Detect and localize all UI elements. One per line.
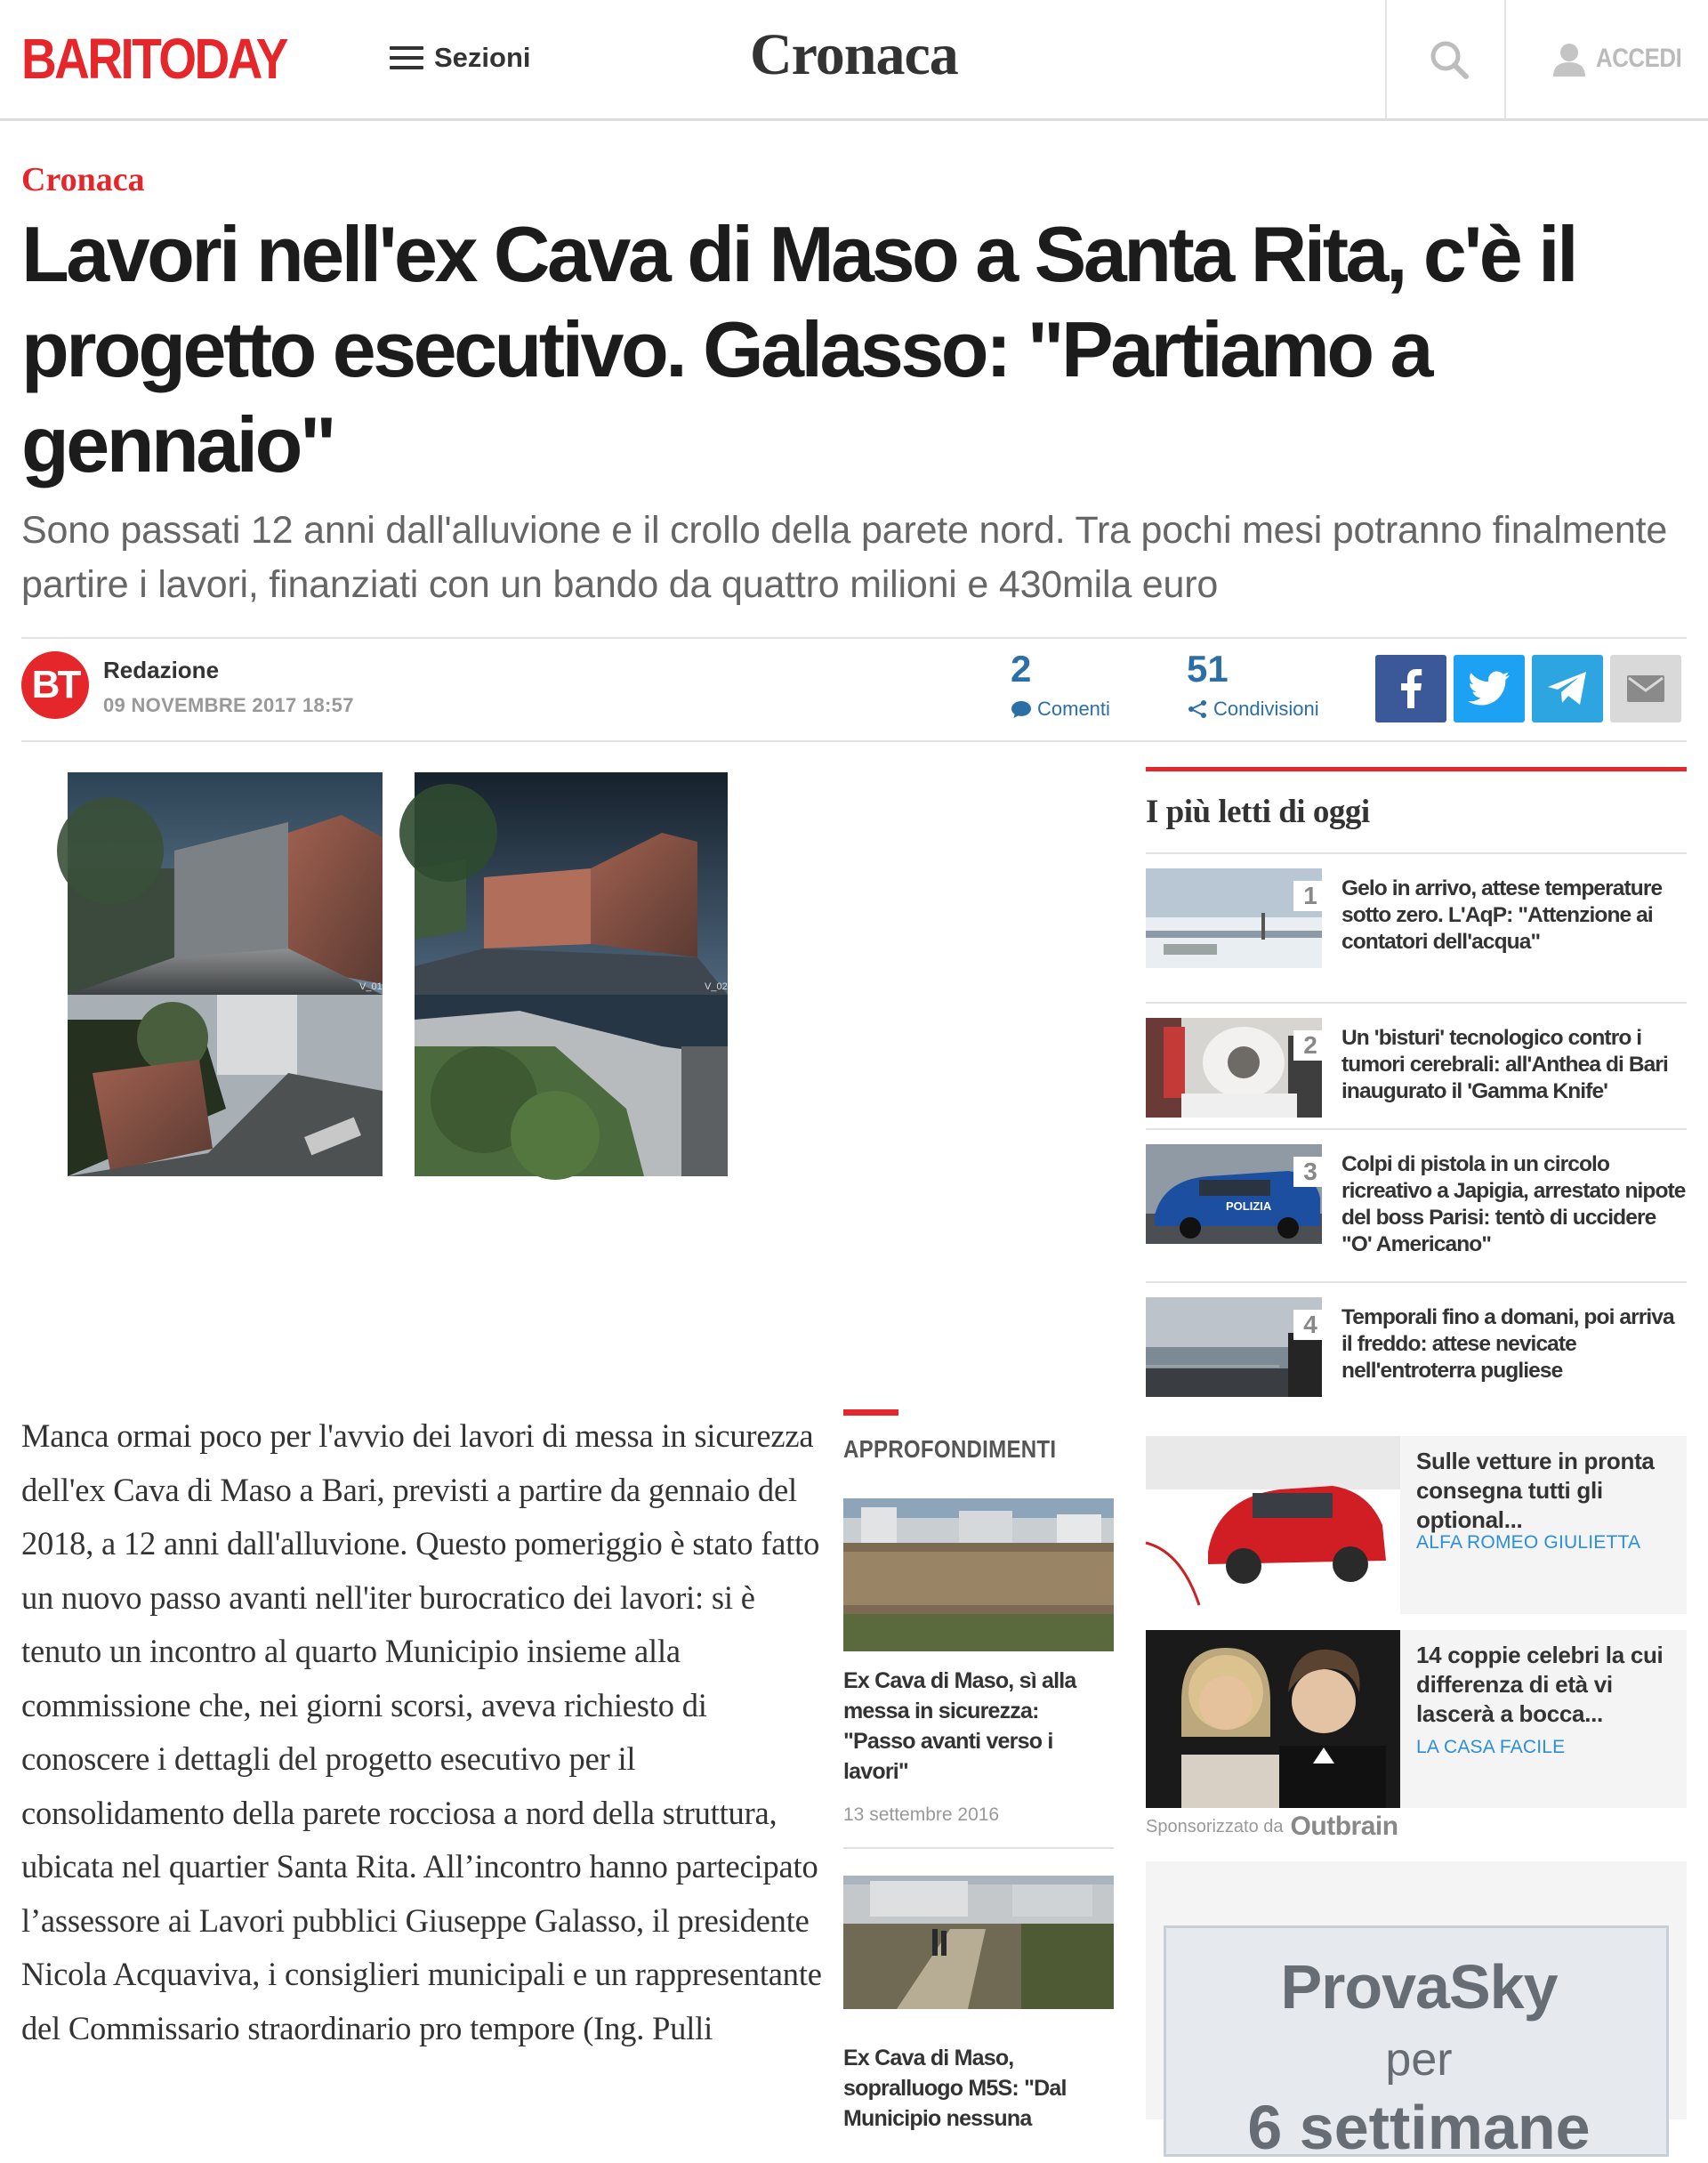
shares-count: 51 [1187,648,1229,690]
sponsored-item-1[interactable] [1146,1436,1687,1614]
rendering-v02-bottom [415,995,728,1180]
sections-menu-label: Sezioni [434,42,531,73]
facebook-icon [1399,669,1422,708]
article-title: Lavori nell'ex Cava di Maso a Santa Rita, c'è il progetto esecutivo. Galasso: "Partiamo a gennaio" [21,210,1576,488]
most-read-accent-bar [1146,767,1687,771]
email-share-button[interactable] [1610,655,1681,722]
login-label: ACCEDI [1596,44,1682,73]
related-article-1-image[interactable] [843,1498,1114,1651]
most-read-divider [1146,852,1687,854]
related-article-2-title[interactable]: Ex Cava di Maso, sopralluogo M5S: "Dal Municipio nessuna [843,2046,1067,2131]
search-icon[interactable] [1429,39,1470,80]
hamburger-icon [390,46,423,69]
article-meta-bar [21,637,1687,742]
most-read-divider [1146,1002,1687,1004]
related-article-2-image[interactable] [843,1876,1114,2029]
related-divider [843,1847,1114,1849]
sponsored-item-1-image[interactable] [1146,1436,1400,1614]
sponsored-item-2[interactable] [1146,1630,1687,1808]
related-articles [843,1409,1114,2131]
related-heading: APPROFONDIMENTI [843,1435,1057,1463]
rendering-v01-bottom [68,995,383,1176]
logo-today: TODAY [132,27,286,91]
related-article-2[interactable] [843,1876,1114,2134]
ad-headline: ProvaSky [1280,1952,1558,2022]
most-read-item-4-title[interactable]: Temporali fino a domani, poi arriva il freddo: attese nevicate nell'entroterra pugliese [1341,1305,1674,1383]
comments-label: Comenti [1037,698,1110,720]
most-read-rank-4: 4 [1293,1310,1327,1340]
sponsored-item-2-source[interactable]: LA CASA FACILE [1416,1737,1566,1757]
email-icon [1627,675,1664,702]
article-body: Manca ormai poco per l'avvio dei lavori di messa in sicurezza dell'ex Cava di Maso a Bari, previsti a partire da gennaio del 2018, a 12 anni dall'alluvione. Questo pomeriggio è stato fatto un nuovo passo avanti nell'iter burocratico dei lavori: si è tenuto un incontro al quarto Municipio insieme alla commissione che, nei giorni scorsi, aveva richiesto di conoscere i dettagli del progetto esecutivo per il consolidamento della parete rocciosa a nord della struttura, ubicata nel quartier Santa Rita. All’incontro hanno partecipato l’assessore ai Lavori pubblici Giuseppe Galasso, il presidente Nicola Acquaviva, i consiglieri municipali e un rappresentante del Commissario straordinario pro tempore (Ing. Pulli [21,1417,822,2046]
header-divider [1385,0,1387,118]
telegram-share-button[interactable] [1532,655,1603,722]
related-article-1-date: 13 settembre 2016 [843,1804,1000,1825]
article-subtitle: Sono passati 12 anni dall'alluvione e il crollo della parete nord. Tra pochi mesi potranno finalmente partire i lavori, finanziati con un bando da quattro milioni e 430mila euro [21,509,1668,606]
most-read-widget [1146,767,1687,1383]
twitter-icon [1468,671,1511,706]
ad-subline: per [1385,2034,1453,2086]
login-button[interactable] [1551,39,1696,78]
most-read-item-2-title[interactable]: Un 'bisturi' tecnologico contro i tumori cerebrali: all'Anthea di Bari inaugurato il 'Gamma Knife' [1341,1026,1668,1103]
publish-date: 09 NOVEMBRE 2017 18:57 [103,694,354,716]
telegram-icon [1547,671,1588,706]
logo-bari: BARI [21,27,133,91]
header-divider [1504,0,1506,118]
sponsored-item-1-title[interactable]: Sulle vetture in pronta consegna tutti gli optional... [1416,1448,1655,1533]
comments-count: 2 [1011,648,1032,690]
author-name[interactable]: Redazione [103,657,220,683]
sponsored-item-1-source[interactable]: ALFA ROMEO GIULIETTA [1416,1532,1641,1553]
advertisement-slot [1146,1861,1687,2162]
most-read-heading: I più letti di oggi [1146,794,1370,830]
sponsored-by[interactable] [1146,1812,1398,1842]
related-accent-bar [843,1409,898,1416]
most-read-item-3[interactable] [1146,1144,1687,1256]
sections-menu-button[interactable] [390,39,531,77]
related-article-1-title[interactable]: Ex Cava di Maso, sì alla messa in sicurezza: "Passo avanti verso i lavori" [843,1668,1076,1784]
most-read-item-2[interactable] [1146,1018,1687,1119]
most-read-rank-2: 2 [1293,1030,1327,1061]
most-read-divider [1146,1281,1687,1283]
sponsored-item-2-title[interactable]: 14 coppie celebri la cui differenza di età vi lascerà a bocca... [1416,1642,1664,1727]
article-kicker[interactable]: Cronaca [21,161,145,198]
rendering-v01-top [57,772,383,995]
rendering-label-v02: V_02 [705,981,728,992]
ad-offer: 6 settimane [1247,2093,1591,2162]
rendering-label-v01: V_01 [359,981,383,992]
site-header [0,0,1708,121]
most-read-rank-1: 1 [1293,881,1327,911]
facebook-share-button[interactable] [1375,655,1446,722]
comment-icon [1011,699,1032,719]
share-icon [1187,699,1208,719]
most-read-item-1[interactable] [1146,868,1687,970]
twitter-share-button[interactable] [1454,655,1525,722]
sponsored-item-2-image[interactable] [1146,1630,1400,1808]
comments-counter[interactable] [1011,648,1110,721]
site-logo[interactable] [21,27,286,91]
most-read-rank-3: 3 [1293,1157,1327,1187]
project-renderings [21,753,1112,1392]
police-car-lettering: POLIZIA [1226,1199,1272,1213]
section-title[interactable]: Cronaca [750,22,958,87]
most-read-divider [1146,1128,1687,1130]
article-main-image[interactable] [21,753,1112,1392]
most-read-item-4[interactable] [1146,1297,1687,1399]
sky-advertisement[interactable] [1164,1925,1669,2162]
most-read-item-1-title[interactable]: Gelo in arrivo, attese temperature sotto zero. L'AqP: "Attenzione ai contatori dell'acqua" [1341,876,1663,954]
sponsored-by-label: Sponsorizzato da [1146,1816,1284,1836]
author-avatar[interactable]: BT [21,651,89,719]
rendering-v02-top [399,772,728,995]
most-read-item-3-title[interactable]: Colpi di pistola in un circolo ricreativo a Japigia, arrestato nipote del boss Parisi: tentò di uccidere "O' Americano" [1341,1152,1686,1256]
shares-counter[interactable] [1187,648,1319,721]
user-icon [1551,41,1587,77]
outbrain-logo: Outbrain [1290,1812,1398,1841]
related-article-1[interactable] [843,1498,1114,1826]
shares-label: Condivisioni [1213,698,1319,720]
